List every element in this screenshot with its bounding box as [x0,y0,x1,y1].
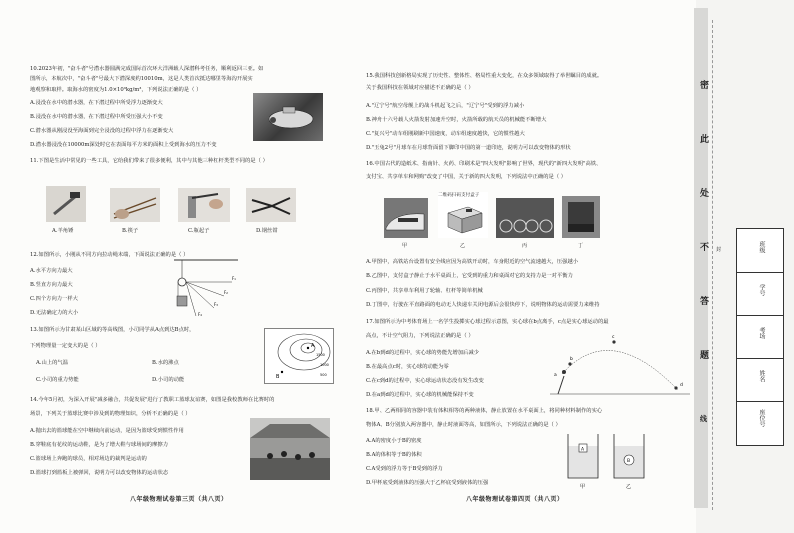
q18-line2: 物体A、B分别放入两容器中，静止时液面等高，如图所示，下列说法正确的是（ ） [366,422,561,428]
q17-line2: 高点，不计空气阻力，下列说法正确的是（ ） [366,333,474,339]
footer-page-4: 八年级物理试卷第四页（共八页） [466,496,564,503]
bottle-opener-icon [178,188,230,222]
q16-option-d: D.丁图中，行驶在平直路面的电动无人快递车关闭电源后会很快停下，说明物体的运动需要力来维持 [366,302,600,308]
q18-caption-jia: 甲 [580,484,586,490]
q17-option-c: C.在c到d的过程中，实心球运动状态没有发生改变 [366,378,484,384]
q12-f4-label: F₄ [198,312,202,317]
q12-option-a: A.水平方向力最大 [30,268,73,274]
q17-option-b: B.在最高点c时，实心球的动能为零 [366,364,449,370]
seal-char-6: 题 [700,351,710,361]
seal-char-7: 线 [700,414,707,423]
q14-line2: 场景，下列关于篮球比赛中涉及到的物理知识，分析不正确的是（ ） [30,411,191,417]
q17-trajectory-diagram [550,330,690,400]
q16-delivery-robot-photo [562,196,600,238]
q11-wire-pliers-photo [246,188,296,222]
info-row-divider [737,315,783,316]
q17-point-c: c [612,335,615,340]
q16-caption-yi: 乙 [460,243,466,249]
q18-object-b-label: B [627,459,631,464]
submersible-drawing [253,93,323,141]
q10-line2: 图所示，本航次中，"奋斗者"号最大下潜深度约10010m，这是人类首次抵达哪里等海沟开展实 [30,76,253,82]
q16-caption-jia: 甲 [402,243,408,249]
seal-char-4: 不 [700,243,710,253]
footer-page-3: 八年级物理试卷第三页（共八页） [130,496,228,503]
q11-chopsticks-photo [110,188,160,222]
q14-option-d: D.篮球打到篮板上被弹回，说明力可以改变物体的运动状态 [30,470,169,476]
q16-line2: 支付宝、共享单车和网购"改变了中国，关于新的四大发明，下列说法中正确的是（ ） [366,174,567,180]
field-seat-number[interactable]: 座位号 [758,409,765,427]
q11-option-a: A.羊角锤 [52,228,74,234]
q12-f3-label: F₃ [214,302,218,307]
q16-option-c: C.丙图中，共享单车利用了轮轴、杠杆等简单机械 [366,288,483,294]
info-row-divider [737,401,783,402]
q17-line1: 17.如图所示为中考体育场上一名学生投掷实心球过程示意图，实心球在b点离手，c点是实心球运动的最 [366,319,609,325]
q17-point-d: d [680,383,683,388]
q18-object-a-label: A [581,447,585,453]
q18-option-b: B.A的体积等于B的体积 [366,452,422,458]
q16-payment-box-caption: 二维码扫码支付盒子 [438,193,480,198]
q10-line3: 地观察和取样。取海水的密度为1.0×10³kg/m³，下列说法正确的是（ ） [30,87,202,93]
q17-option-d: D.在a到d的过程中，实心球的机械能保持不变 [366,392,474,398]
q12-option-c: C.四个方向力一样大 [30,296,78,302]
q13-line1: 13.如图所示为甘肃某山区域的等高线图，小司同学从A点到达B点时， [30,327,195,333]
q12-option-d: D.无法确定力的大小 [30,310,79,316]
chopsticks-icon [110,188,160,222]
q14-basketball-court-photo [250,418,330,480]
seal-char-5: 答 [700,297,710,307]
q10-option-b: B.浸没在水中的潜水器，在下潜过程中所受压强大小不变 [30,114,163,120]
q15-option-c: C."复兴号"动车组刚刷新中国速度，动车组速度越快，它的惯性越大 [366,131,525,137]
seal-mid-char: 封 [716,247,722,253]
q14-option-c: C.篮球场上奔跑的球员，相对场边的裁判是运动的 [30,456,147,462]
seal-char-2: 此 [700,135,710,145]
q13-contour-1500: 1500 [316,353,325,357]
q17-point-b: b [570,357,573,362]
field-name[interactable]: 姓名 [758,370,765,382]
q15-option-b: B.神舟十六号载人火箭发射加速升空时，火箭所载的航天员的机械能不断增大 [366,117,547,123]
field-exam-room[interactable]: 考场 [758,327,765,339]
q14-option-b: B.穿鞋底有花纹的运动鞋，是为了增大鞋与球场间的摩擦力 [30,442,168,448]
q13-point-b: B [276,374,280,380]
q12-pulley-diagram [172,256,242,320]
bikes-icon [496,198,554,238]
train-icon [384,198,428,238]
q16-caption-bing: 丙 [522,243,528,249]
q13-contour-1000: 1000 [320,363,329,367]
q15-line2: 关于我国科技在领域对应描述不正确的是（ ） [366,85,474,91]
q13-contour-map [264,328,334,384]
q11-option-b: B.筷子 [122,228,139,234]
q14-option-a: A.抛出去的篮球能在空中继续向前运动，是因为篮球受到惯性作用 [30,428,184,434]
q13-point-a: A [311,343,315,349]
q12-stem: 12.如图所示，小刚从不同方向拉动绳末端，下面说法正确的是（ ） [30,252,189,258]
q10-option-d: D.潜水器浸没在10000m深处时它在表面每平方米的面积上受到海水的压力不变 [30,142,217,148]
binding-dash-line [712,20,713,510]
q10-line1: 10.2023年初，"奋斗者"号潜水器圆满完成国际首次环大洋洲载人深潜科考任务，顺利返回三亚。如 [30,66,264,72]
q17-point-a: a [554,373,557,378]
field-student-number[interactable]: 学号 [758,284,765,296]
q15-line1: 15.我国科技创新格局实现了历史性、整体性、格局性重大变化，在众多领域取得了举世瞩目的成就。 [366,73,603,79]
student-info-table [736,228,784,446]
q10-submersible-photo [253,93,323,141]
q15-option-d: D."玉兔2号"月球车在月球背面留下脚印中国的第一道印迹，说明力可以改变物体的形状 [366,145,571,151]
seal-char-3: 处 [700,189,710,199]
q18-caption-yi: 乙 [626,484,632,490]
basketball-scene [250,418,330,480]
q16-option-b: B.乙图中，支付盒子静止于水平桌面上，它受到的重力和桌面对它的支持力是一对平衡力 [366,273,573,279]
q16-payment-box-figure [438,192,488,238]
q16-shared-bikes-photo [496,198,554,238]
q11-claw-hammer-photo [46,186,86,222]
q18-beakers-diagram [560,430,652,492]
claw-hammer-icon [46,186,86,222]
q13-option-c: C.小司的重力势能 [36,377,79,383]
q15-option-a: A."辽宁号"航空母舰上的战斗机起飞之后，"辽宁号"受到的浮力减小 [366,103,525,109]
q13-option-a: A.山上的气温 [36,360,68,366]
q10-option-c: C.潜水器从刚浸没至海面到完全浸没的过程中浮力在逐渐变大 [30,128,174,134]
q16-caption-ding: 丁 [578,243,584,249]
q18-option-c: C.A受到的浮力等于B受到的浮力 [366,466,443,472]
q11-option-c: C.瓶起子 [188,228,210,234]
q12-f1-label: F₁ [232,276,236,281]
delivery-vehicle-icon [562,196,600,238]
q11-option-d: D.钢丝钳 [256,228,278,234]
q12-option-b: B.竖直方向力最大 [30,282,73,288]
q16-line1: 16.中国古代的造纸术、指南针、火药、印刷术是"四大发明"影响了世界，现代的"新四大发明"高铁、 [366,161,602,167]
q18-option-a: A.A的密度小于B的密度 [366,438,422,444]
q13-contour-500: 500 [320,373,327,377]
q14-line1: 14.今年5月初，为深入开展"减多融合，共促发展"进行了教职工篮球友谊赛，如图是我校教师在比赛时的 [30,397,275,403]
q13-line2: 下列物理量一定变大的是（ ） [30,343,101,349]
q16-option-a: A.甲图中，高铁站台设置有安全线应因为高铁开动时，车身附近的空气流速越大，压强越小 [366,259,579,265]
wire-pliers-icon [246,188,296,222]
info-row-divider [737,358,783,359]
q12-f2-label: F₂ [224,290,228,295]
q17-option-a: A.在b到d的过程中，实心球的势能先增加后减少 [366,350,479,356]
q11-bottle-opener-photo [178,188,230,222]
payment-box-icon [438,199,488,239]
q13-option-b: B.水的沸点 [152,360,179,366]
q16-high-speed-train-photo [384,198,428,238]
q13-option-d: D.小司的动能 [152,377,185,383]
seal-char-1: 密 [700,81,710,91]
info-row-divider [737,272,783,273]
q11-stem: 11.下图是生活中常见的一些工具，它给我们带来了很多便利，其中与其他三种杠杆类型不同的是（ ） [30,158,268,164]
q18-line1: 18.甲、乙两相同的容器中装有体积相等的两种液体，静止放置在水平桌面上，将同种材料制作的实心 [366,408,603,414]
q10-option-a: A.浸没在水中的潜水器，在下潜过程中所受浮力逐渐变大 [30,100,163,106]
q18-option-d: D.甲杯底受到液体的压强大于乙杯底受到液体的压强 [366,480,489,486]
field-class[interactable]: 班级 [758,241,765,253]
